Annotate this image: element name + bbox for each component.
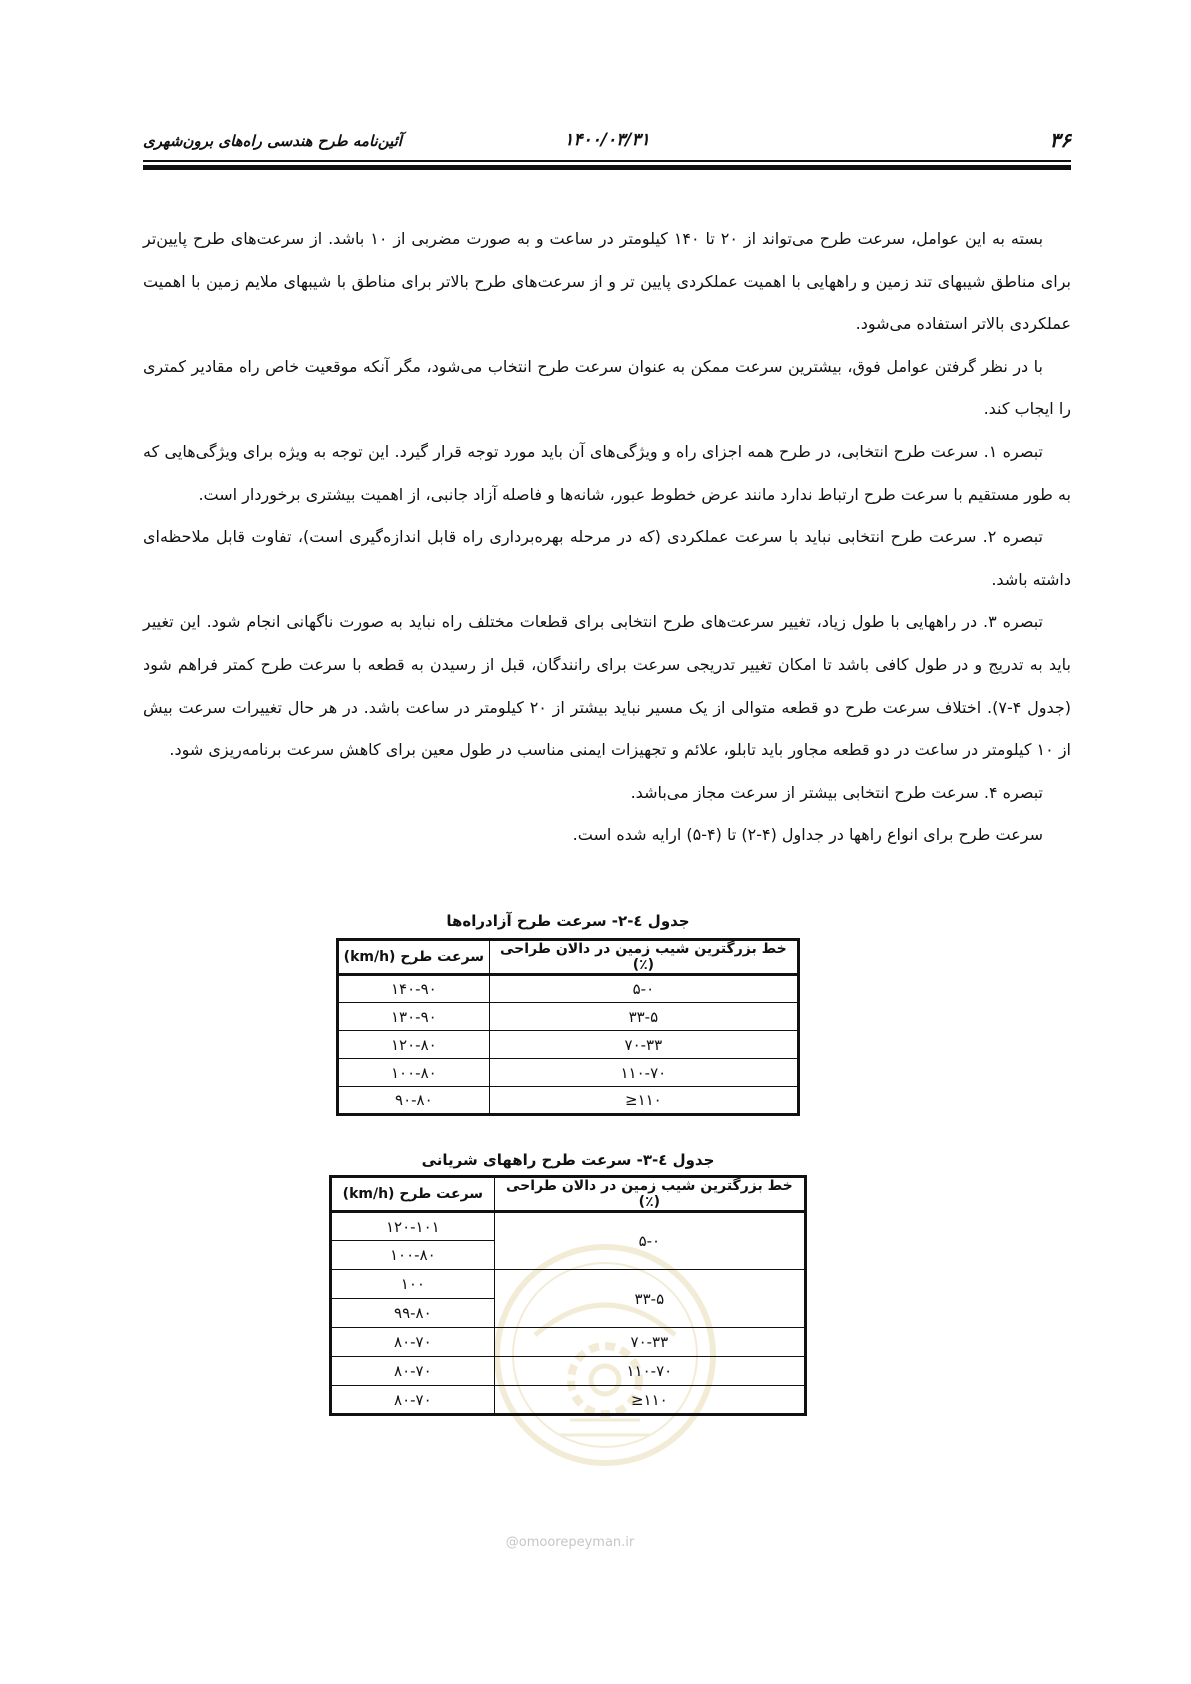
table1-slope-cell: ۱۱۰≤ xyxy=(489,1087,798,1115)
header-rule-thin xyxy=(143,160,1071,162)
table2-speed-cell: ۱۰۰ xyxy=(331,1270,495,1299)
table2-slope-cell: ۱۱۰-۷۰ xyxy=(494,1357,805,1386)
table1-freeway-speed xyxy=(336,938,800,1116)
table1-caption: جدول ٤-۲- سرعت طرح آزادراه‌ها xyxy=(446,912,690,930)
table1-speed-cell: ۱۳۰-۹۰ xyxy=(338,1003,490,1031)
table2-slope-cell: ۵-۰ xyxy=(494,1212,805,1270)
table1-speed-cell: ۱۰۰-۸۰ xyxy=(338,1059,490,1087)
table2-speed-cell: ۸۰-۷۰ xyxy=(331,1357,495,1386)
table-row xyxy=(338,1087,799,1115)
table2-slope-cell: ۱۱۰≤ xyxy=(494,1386,805,1415)
table1-slope-cell: ۵-۰ xyxy=(489,975,798,1003)
table2-speed-cell: ۹۹-۸۰ xyxy=(331,1299,495,1328)
paragraph-note-2: تبصره ۲. سرعت طرح انتخابی نباید با سرعت عملکردی (که در مرحله بهره‌برداری راه قابل اندازه‌گیری است)، تفاوت قابل ملاحظه‌ای داشته باشد. xyxy=(143,527,1071,589)
table-row xyxy=(331,1357,806,1386)
page-header xyxy=(143,128,1071,158)
table2-speed-cell: ۱۲۰-۱۰۱ xyxy=(331,1212,495,1241)
table-row xyxy=(338,1003,799,1031)
header-rule-thick xyxy=(143,165,1071,170)
table-row xyxy=(331,1386,806,1415)
table1-slope-cell: ۱۱۰-۷۰ xyxy=(489,1059,798,1087)
header-date: ۱۴۰۰/۰۳/۳۱ xyxy=(564,130,650,150)
table1-slope-cell: ۳۳-۵ xyxy=(489,1003,798,1031)
watermark-url: @omoorepeyman.ir xyxy=(505,1535,635,1550)
table-row xyxy=(331,1212,806,1241)
table1-speed-cell: ۱۴۰-۹۰ xyxy=(338,975,490,1003)
table1-speed-cell: ۱۲۰-۸۰ xyxy=(338,1031,490,1059)
table2-arterial-speed xyxy=(329,1175,807,1416)
table2-speed-cell: ۸۰-۷۰ xyxy=(331,1328,495,1357)
paragraph-note-3: تبصره ۳. در راههایی با طول زیاد، تغییر سرعت‌های طرح انتخابی برای قطعات مختلف راه نباید به صورت ناگهانی انجام شود. این تغییر باید به تدریج و در طول کافی باشد تا امکان تغییر تدریجی سرعت برای رانندگان، قبل از رسیدن به قطعه با سرعت طرح کمتر فراهم شود (جدول ۴-۷). اختلاف سرعت طرح دو قطعه متوالی از یک مسیر نباید بیشتر از ۲۰ کیلومتر در ساعت باشد. در هر حال تغییرات سرعت بیش از ۱۰ کیلومتر در ساعت در دو قطعه مجاور باید تابلو، علائم و تجهیزات ایمنی مناسب در طول معین برای کاهش سرعت برنامه‌ریزی شود. xyxy=(143,612,1072,760)
table2-header-speed: سرعت طرح (km/h) xyxy=(331,1177,495,1212)
table1-header-slope: خط بزرگترین شیب زمین در دالان طراحی (٪) xyxy=(489,940,798,975)
paragraph-tables-ref: سرعت طرح برای انواع راهها در جداول (۴-۲) تا (۴-۵) ارایه شده است. xyxy=(572,825,1043,845)
header-title: آئین‌نامه طرح هندسی راه‌های برون‌شهری xyxy=(143,132,402,150)
table-row xyxy=(331,1270,806,1299)
body-text xyxy=(143,218,1071,857)
table1-speed-cell: ۹۰-۸۰ xyxy=(338,1087,490,1115)
paragraph-note-1: تبصره ۱. سرعت طرح انتخابی، در طرح همه اجزای راه و ویژگی‌های آن باید مورد توجه قرار گیرد. این توجه به ویژه برای ویژگی‌هایی که به طور مستقیم با سرعت طرح ارتباط ندارد مانند عرض خطوط عبور، شانه‌ها و فاصله آزاد جانبی، از اهمیت بیشتری برخوردار است. xyxy=(143,441,1071,504)
table-row xyxy=(338,1031,799,1059)
paragraph-max-speed: با در نظر گرفتن عوامل فوق، بیشترین سرعت ممکن به عنوان سرعت طرح انتخاب می‌شود، مگر آنکه موقعیت خاص راه مقادیر کمتری را ایجاب کند. xyxy=(143,356,1071,419)
table-row xyxy=(338,975,799,1003)
page-number: ۳۶ xyxy=(1049,128,1071,152)
table1-header-speed: سرعت طرح (km/h) xyxy=(338,940,490,975)
paragraph-note-4: تبصره ۴. سرعت طرح انتخابی بیشتر از سرعت مجاز می‌باشد. xyxy=(630,782,1043,802)
table2-speed-cell: ۱۰۰-۸۰ xyxy=(331,1241,495,1270)
table2-slope-cell: ۳۳-۵ xyxy=(494,1270,805,1328)
table-row xyxy=(331,1328,806,1357)
table2-caption: جدول ٤-۳- سرعت طرح راههای شریانی xyxy=(421,1151,715,1169)
table-row xyxy=(338,1059,799,1087)
table2-speed-cell: ۸۰-۷۰ xyxy=(331,1386,495,1415)
table2-header-slope: خط بزرگترین شیب زمین در دالان طراحی (٪) xyxy=(494,1177,805,1212)
paragraph-speed-range: بسته به این عوامل، سرعت طرح می‌تواند از ۲۰ تا ۱۴۰ کیلومتر در ساعت و به صورت مضربی از ۱۰ باشد. از سرعت‌های طرح پایین‌تر برای مناطق شیبهای تند زمین و راههایی با اهمیت عملکردی پایین تر و از سرعت‌های طرح بالاتر برای مناطق با شیبهای ملایم زمین با اهمیت عملکردی بالاتر استفاده می‌شود. xyxy=(143,229,1071,334)
table2-slope-cell: ۷۰-۳۳ xyxy=(494,1328,805,1357)
table1-slope-cell: ۷۰-۳۳ xyxy=(489,1031,798,1059)
